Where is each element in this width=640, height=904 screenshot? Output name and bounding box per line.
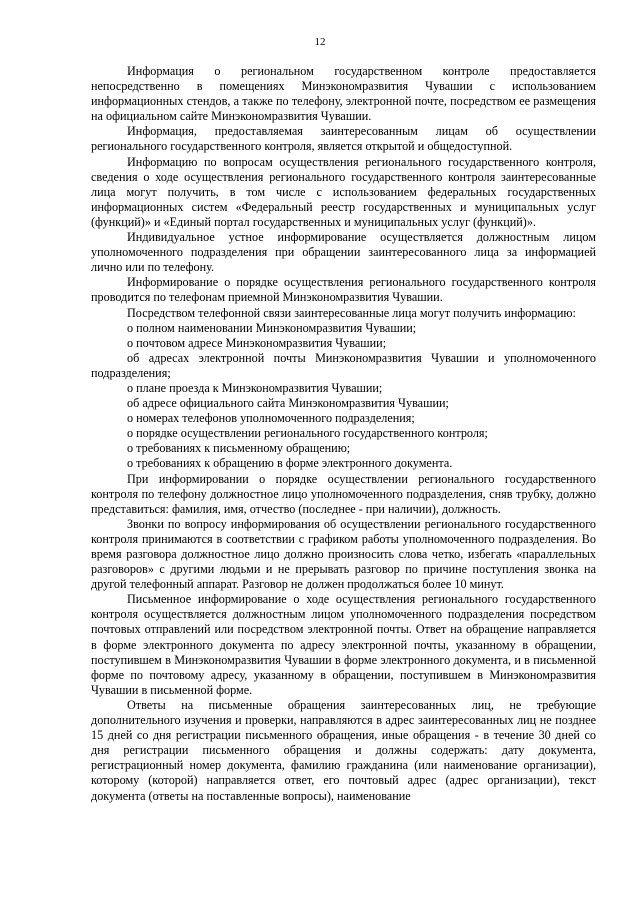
- list-item: о требованиях к обращению в форме электронного документа.: [127, 456, 453, 471]
- paragraph: Письменное информирование о ходе осуществления регионального государственного контроля осуществляется должностным лицом уполномоченного подразделения посредством почтовых отправлений или посредством электронной почты. Ответ на обращение направляется в форме электронного документа по адресу электронной почты, указанному в обращении, поступившем в Минэкономразвития Чувашии в форме электронного документа, и в письменной форме по почтовому адресу, указанному в обращении, поступившем в Минэкономразвития Чувашии в письменной форме.: [91, 592, 596, 697]
- paragraph: Информирование о порядке осуществления регионального государственного контроля проводится по телефонам приемной Минэкономразвития Чувашии.: [91, 275, 596, 305]
- list-item: об адресах электронной почты Минэкономразвития Чувашии и уполномоченного подразделения;: [91, 350, 596, 380]
- list-item: об адресе официального сайта Минэкономразвития Чувашии;: [127, 396, 449, 411]
- list-item: о порядке осуществлении регионального государственного контроля;: [127, 426, 488, 441]
- paragraph: Информация, предоставляемая заинтересованным лицам об осуществлении регионального государственного контроля, является открытой и общедоступной.: [91, 124, 596, 154]
- paragraph: Посредством телефонной связи заинтересованные лица могут получить информацию:: [127, 305, 576, 320]
- page-number: 12: [314, 36, 326, 48]
- paragraph: При информировании о порядке осуществлении регионального государственного контроля по телефону должностное лицо уполномоченного подразделения, сняв трубку, должно представиться: фамилия, имя, отчество (последнее - при наличии), должность.: [91, 471, 596, 516]
- paragraph: Ответы на письменные обращения заинтересованных лиц, не требующие дополнительного изучения и проверки, направляются в адрес заинтересованных лиц не позднее 15 дней со дня регистрации письменного обращения, иные обращения - в течение 30 дней со дня регистрации письменного обращения и должны содержать: дату документа, регистрационный номер документа, фамилию гражданина (или наименование организации), которому (которой) направляется ответ, его почтовый адрес (адрес организации), текст документа (ответы на поставленные вопросы), наименование: [91, 697, 596, 803]
- list-item: о почтовом адресе Минэкономразвития Чувашии;: [127, 335, 387, 350]
- paragraph: Индивидуальное устное информирование осуществляется должностным лицом уполномоченного подразделения при обращении заинтересованного лица за информацией лично или по телефону.: [91, 230, 596, 275]
- list-item: о номерах телефонов уполномоченного подразделения;: [127, 411, 415, 426]
- paragraph: Звонки по вопросу информирования об осуществлении регионального государственного контроля принимаются в соответствии с графиком работы уполномоченного подразделения. Во время разговора должностное лицо должно произносить слова четко, избегать «параллельных разговоров» с другими людьми и не прерывать разговор по причине поступления звонка на другой телефонный аппарат. Разговор не должен продолжаться более 10 минут.: [91, 516, 596, 592]
- list-item: о плане проезда к Минэкономразвития Чувашии;: [127, 380, 383, 395]
- list-item: о требованиях к письменному обращению;: [127, 441, 351, 456]
- paragraph: Информацию по вопросам осуществления регионального государственного контроля, сведения о ходе осуществления регионального государственного контроля заинтересованные лица могут получить, в том числе с использованием федеральных государственных информационных систем «Федеральный реестр государственных и муниципальных услуг (функций)» и «Единый портал государственных и муниципальных услуг (функций)».: [91, 154, 596, 229]
- list-item: о полном наименовании Минэкономразвития Чувашии;: [127, 320, 417, 335]
- paragraph: Информация о региональном государственном контроле предоставляется непосредственно в помещениях Минэкономразвития Чувашии с использованием информационных стендов, а также по телефону, электронной почте, посредством ее размещения на официальном сайте Минэкономразвития Чувашии.: [91, 64, 596, 124]
- document-body: [91, 64, 596, 804]
